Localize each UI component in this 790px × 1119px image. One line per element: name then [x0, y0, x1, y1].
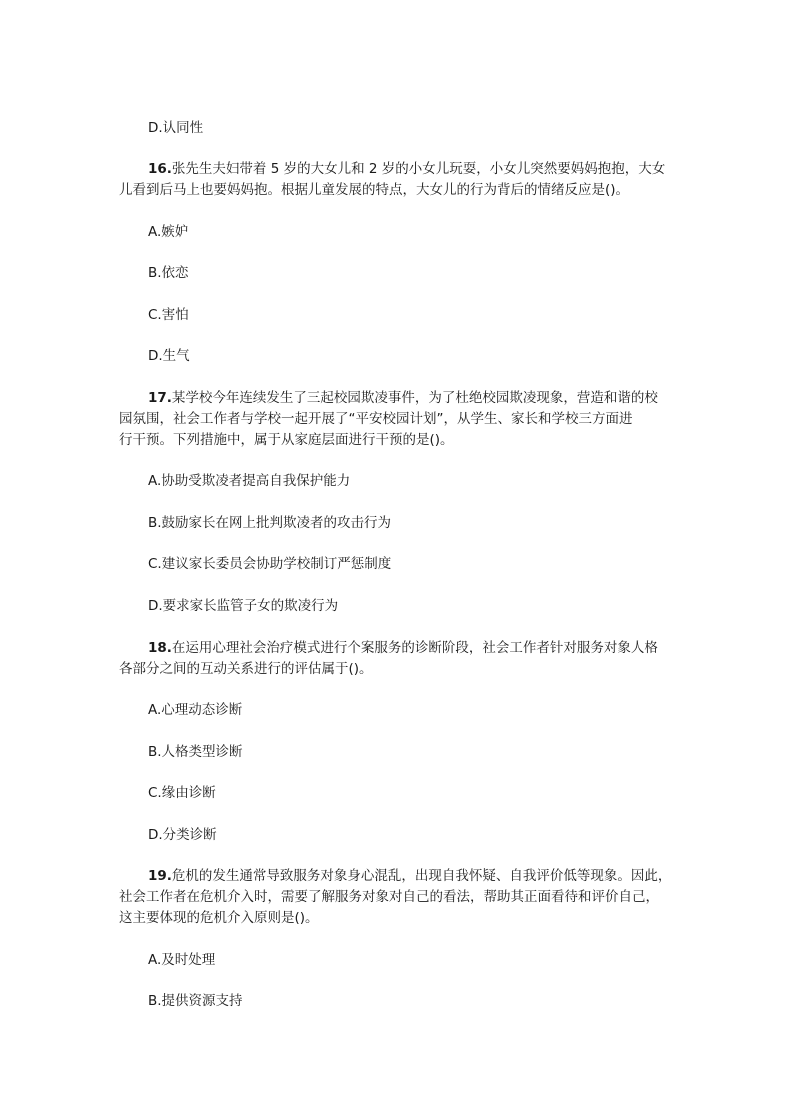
question-17-option-c: C.建议家长委员会协助学校制订严惩制度: [148, 556, 392, 572]
question-17-option-d: D.要求家长监管子女的欺凌行为: [148, 598, 339, 614]
question-19-option-a: A.及时处理: [148, 952, 216, 968]
question-17-option-b: B.鼓励家长在网上批判欺凌者的攻击行为: [148, 515, 392, 531]
question-18-line-2: 各部分之间的互动关系进行的评估属于()。: [119, 661, 373, 677]
question-16-line-1: 16.张先生夫妇带着 5 岁的大女儿和 2 岁的小女儿玩耍，小女儿突然要妈妈抱抱，大女: [148, 161, 666, 177]
question-16-line-2: 儿看到后马上也要妈妈抱。根据儿童发展的特点，大女儿的行为背后的情绪反应是()。: [119, 182, 630, 198]
question-19-line-3: 这主要体现的危机介入原则是()。: [119, 910, 319, 926]
question-19-line-2: 社会工作者在危机介入时，需要了解服务对象对自己的看法，帮助其正面看待和评价自己，: [119, 889, 659, 905]
question-18-line-1: 18.在运用心理社会治疗模式进行个案服务的诊断阶段，社会工作者针对服务对象人格: [148, 640, 658, 656]
question-16-number: 16.: [148, 161, 172, 177]
question-16-option-a: A.嫉妒: [148, 224, 189, 240]
prev-option-d: D.认同性: [148, 120, 204, 136]
question-18-option-d: D.分类诊断: [148, 827, 217, 843]
question-18-option-a: A.心理动态诊断: [148, 702, 243, 718]
question-16-option-c: C.害怕: [148, 307, 189, 323]
question-17-number: 17.: [148, 390, 172, 406]
question-16-option-d: D.生气: [148, 348, 190, 364]
question-19-option-b: B.提供资源支持: [148, 993, 243, 1009]
question-17-option-a: A.协助受欺凌者提高自我保护能力: [148, 473, 351, 489]
question-18-number: 18.: [148, 640, 172, 656]
question-18-option-b: B.人格类型诊断: [148, 744, 243, 760]
question-18-option-c: C.缘由诊断: [148, 785, 216, 801]
question-19-line-1: 19.危机的发生通常导致服务对象身心混乱，出现自我怀疑、自我评价低等现象。因此，: [148, 868, 672, 884]
question-17-line-3: 行干预。下列措施中，属于从家庭层面进行干预的是()。: [119, 432, 454, 448]
question-17-line-2: 园氛围，社会工作者与学校一起开展了“平安校园计划”，从学生、家长和学校三方面进: [119, 411, 633, 427]
question-17-line-1: 17.某学校今年连续发生了三起校园欺凌事件，为了杜绝校园欺凌现象，营造和谐的校: [148, 390, 658, 406]
question-19-number: 19.: [148, 868, 172, 884]
question-16-option-b: B.依恋: [148, 265, 189, 281]
